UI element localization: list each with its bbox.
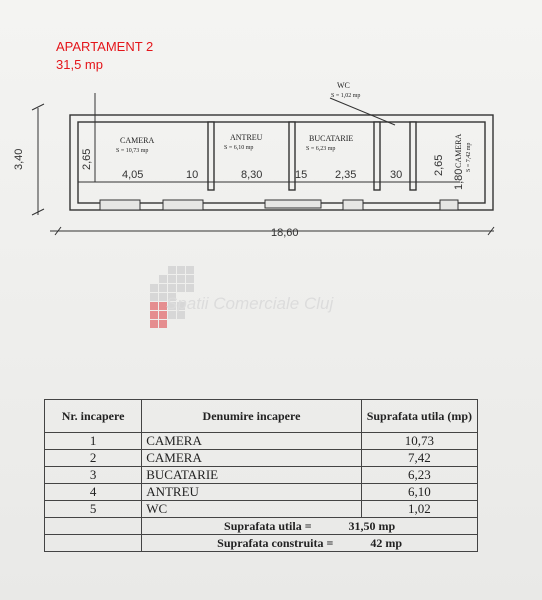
- header-surface: Suprafata utila (mp): [361, 400, 477, 433]
- table-row: [45, 501, 478, 518]
- room-label-wc: WC: [337, 81, 350, 90]
- room-area-camera1: S = 10,73 mp: [116, 148, 149, 154]
- row-value: 7,42: [361, 450, 477, 467]
- dim-height-total: 3,40: [13, 148, 25, 170]
- summary-cell: [142, 518, 478, 535]
- dim-room2: 8,30: [241, 169, 263, 181]
- window-1: [100, 200, 140, 210]
- row-nr: 5: [45, 501, 142, 518]
- table-row: [45, 467, 478, 484]
- outer-wall: [70, 115, 493, 210]
- dim-room5: 1,80: [453, 168, 465, 190]
- room-area-bucatarie: S = 6,23 mp: [306, 146, 336, 152]
- partition-3: [374, 122, 380, 190]
- table-row: [45, 433, 478, 450]
- dim-width-total: 18,60: [271, 227, 299, 239]
- summary-value: 42 mp: [370, 536, 403, 550]
- wc-leader-line: [330, 98, 395, 125]
- row-value: 6,10: [361, 484, 477, 501]
- dim-room3: 2,35: [335, 169, 357, 181]
- summary-spacer: [45, 518, 142, 535]
- summary-row-built: [45, 535, 478, 552]
- rooms-table: [44, 399, 478, 552]
- window-4: [440, 200, 458, 210]
- room-label-camera2: CAMERA: [454, 133, 463, 168]
- floor-plan: [0, 0, 542, 260]
- window-2: [163, 200, 203, 210]
- header-nr: Nr. incapere: [45, 400, 142, 433]
- partition-4: [410, 122, 416, 190]
- row-name: ANTREU: [142, 484, 362, 501]
- room-label-antreu: ANTREU: [230, 133, 263, 142]
- row-nr: 2: [45, 450, 142, 467]
- row-nr: 1: [45, 433, 142, 450]
- inner-wall: [78, 122, 485, 203]
- dim-wall2: 15: [295, 169, 308, 181]
- room-area-camera2: S = 7,42 mp: [466, 142, 472, 172]
- summary-label: Suprafata construita =: [217, 536, 334, 550]
- summary-label: Suprafata utila =: [224, 519, 312, 533]
- room-area-antreu: S = 6,10 mp: [224, 145, 254, 151]
- room-label-camera1: CAMERA: [120, 136, 155, 145]
- apartment-title: APARTAMENT 2: [56, 39, 154, 54]
- header-name: Denumire incapere: [142, 400, 362, 433]
- room-area-wc: S = 1,02 mp: [331, 93, 361, 99]
- dim-height-inner-right: 2,65: [433, 154, 445, 176]
- summary-cell: [142, 535, 478, 552]
- apartment-area: 31,5 mp: [56, 57, 103, 72]
- rooms-table-container: [44, 399, 478, 552]
- row-name: CAMERA: [142, 433, 362, 450]
- partition-1: [208, 122, 214, 190]
- summary-row-useful: [45, 518, 478, 535]
- table-row: [45, 450, 478, 467]
- row-value: 6,23: [361, 467, 477, 484]
- row-nr: 4: [45, 484, 142, 501]
- row-nr: 3: [45, 467, 142, 484]
- row-name: WC: [142, 501, 362, 518]
- summary-value: 31,50 mp: [348, 519, 396, 533]
- dim-wall3: 30: [390, 169, 403, 181]
- room-label-bucatarie: BUCATARIE: [309, 134, 354, 143]
- table-row: [45, 484, 478, 501]
- watermark-text: Spatii Comerciale Cluj: [166, 294, 334, 313]
- row-name: CAMERA: [142, 450, 362, 467]
- row-name: BUCATARIE: [142, 467, 362, 484]
- door-opening: [265, 200, 321, 208]
- dim-room1: 4,05: [122, 169, 144, 181]
- watermark: [150, 266, 410, 336]
- row-value: 1,02: [361, 501, 477, 518]
- summary-spacer: [45, 535, 142, 552]
- dim-height-inner: 2,65: [81, 148, 93, 170]
- window-3: [343, 200, 363, 210]
- dim-wall1: 10: [186, 169, 199, 181]
- table-header-row: [45, 400, 478, 433]
- row-value: 10,73: [361, 433, 477, 450]
